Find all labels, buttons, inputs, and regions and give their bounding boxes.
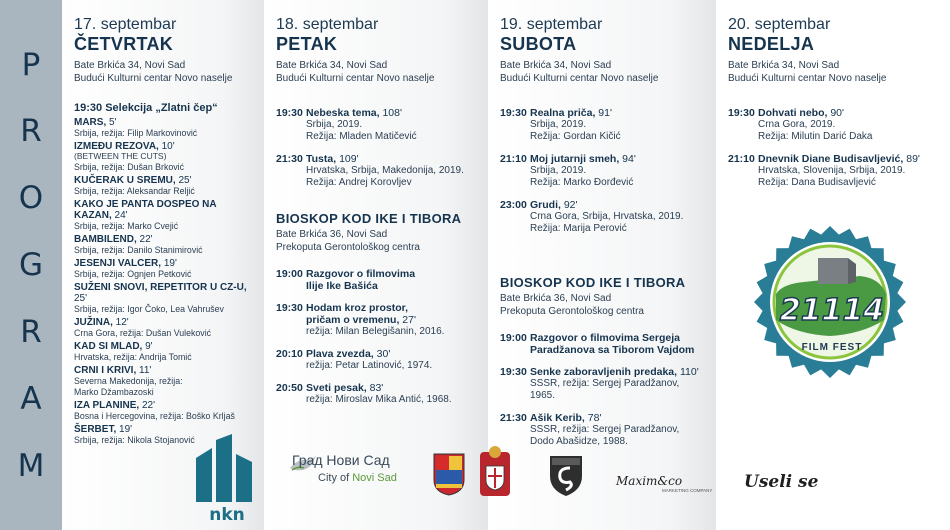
event-length: 27': [399, 314, 416, 326]
event-title: [306, 348, 432, 360]
event-body: [302, 382, 452, 406]
day-column-3: [488, 0, 716, 530]
event-title-text: Dohvati nebo,: [758, 107, 828, 119]
event-title-text: Realna priča,: [530, 107, 596, 119]
film-length: 12': [112, 316, 129, 328]
event-body: [302, 348, 432, 372]
section-title: BIOSKOP KOD IKE I TIBORA: [276, 211, 462, 226]
event-info: Srbija, 2019.: [530, 119, 587, 130]
event-info: Režija: Marija Perović: [530, 223, 627, 234]
film-info: Bosna i Hercegovina, režija: Boško Krljaš: [74, 410, 235, 421]
event-info: Crna Gora, 2019.: [758, 119, 836, 130]
film-length: 25': [74, 292, 88, 304]
event-row: [500, 412, 706, 448]
shield-icon: [546, 452, 586, 498]
program-letter: O: [18, 180, 44, 216]
day-date: 18. septembar: [276, 16, 379, 33]
event-body: [302, 107, 417, 143]
day-name: ČETVRTAK: [74, 34, 174, 54]
film-club-logo: [546, 452, 586, 498]
film-title: [74, 199, 254, 221]
event-time: 20:50: [276, 382, 303, 394]
event-info: režija: Petar Latinović, 1974.: [306, 360, 433, 371]
event-title: [530, 153, 636, 165]
selection-title: 19:30 Selekcija „Zlatni čep“: [74, 102, 218, 114]
event-title: [758, 153, 920, 165]
film-length: 5': [106, 117, 117, 128]
event-length: 108': [379, 107, 402, 119]
film-info: Srbija, režija: Ognjen Petković: [74, 268, 192, 279]
event-info: SSSR, režija: Sergej Paradžanov, 1965.: [530, 378, 680, 401]
film-title: [74, 234, 254, 245]
event-title: [530, 332, 694, 344]
venue-line: Budući Kulturni centar Novo naselje: [728, 73, 887, 84]
event-info: Hrvatska, Srbija, Makedonija, 2019.: [306, 165, 464, 176]
film-title: [74, 400, 254, 411]
event-time: 21:10: [728, 153, 755, 165]
useli-se-text: Useli se: [744, 472, 819, 492]
program-letter: A: [20, 381, 42, 417]
film-title-text: KAKO JE PANTA DOSPEO NA KAZAN,: [74, 198, 217, 221]
event-time: 19:00: [500, 332, 527, 344]
film-title-text: IZA PLANINE,: [74, 399, 140, 411]
event-body: [526, 332, 694, 356]
section-title: BIOSKOP KOD IKE I TIBORA: [500, 275, 686, 290]
event-length: 110': [677, 366, 699, 378]
event-row: [276, 268, 478, 292]
event-info: Režija: Andrej Korovljev: [306, 177, 412, 188]
event-title-text: Dnevnik Diane Budisavljević,: [758, 153, 904, 165]
day-date: 17. septembar: [74, 16, 177, 33]
event-body: [526, 366, 706, 402]
event-info: Režija: Marko Đorđević: [530, 177, 634, 188]
serbia-coat-of-arms: [474, 444, 516, 500]
event-length: 109': [336, 153, 359, 165]
event-length: 30': [373, 348, 391, 360]
program-letter: G: [18, 247, 44, 283]
event-body: [526, 199, 683, 235]
day-name: SUBOTA: [500, 34, 577, 54]
grad-latin-text: [318, 472, 397, 484]
grad-latin-prefix: City of: [318, 472, 353, 484]
event-title-text: Hodam kroz prostor,: [306, 302, 409, 314]
event-title: [530, 199, 683, 211]
event-row: [276, 302, 478, 338]
film-title-text: MARS,: [74, 117, 107, 128]
event-time: 23:00: [500, 199, 527, 211]
venue-block: [728, 59, 940, 85]
film-title-text: IZMEĐU REZOVA,: [74, 141, 159, 152]
film-length: 19': [116, 423, 133, 435]
event-info: režija: Miroslav Mika Antić, 1968.: [306, 394, 452, 405]
event-length: 89': [903, 153, 920, 165]
day-name: NEDELJA: [728, 34, 815, 54]
film-item: [74, 199, 254, 232]
film-item: [74, 234, 254, 256]
venue-line: Bate Brkića 34, Novi Sad: [74, 60, 186, 71]
film-info: Hrvatska, režija: Andrija Tomić: [74, 351, 192, 362]
film-title-text: KUČERAK U SREMU,: [74, 174, 176, 186]
event-info: Režija: Dana Budisavljević: [758, 177, 876, 188]
day-name: PETAK: [276, 34, 338, 54]
film-item: [74, 258, 254, 280]
event-body: [754, 107, 872, 143]
festival-logo: [752, 224, 908, 380]
film-title: [74, 117, 254, 128]
film-length: 24': [111, 209, 128, 221]
film-title: [74, 317, 254, 328]
film-length: 11': [136, 364, 152, 376]
event-length: 94': [619, 153, 636, 165]
event-row: [276, 107, 478, 143]
venue-line: Bate Brkića 34, Novi Sad: [276, 60, 388, 71]
maxim-logo: [616, 474, 713, 498]
event-info: Režija: Gordan Kičić: [530, 131, 621, 142]
event-row: [500, 332, 706, 356]
coat-of-arms-icon: [432, 452, 466, 496]
film-title: [74, 282, 254, 304]
grad-novi-sad-logo: [288, 446, 404, 498]
event-row: [276, 348, 478, 372]
film-title: [74, 341, 254, 352]
event-title-text: Paradžanova sa Tiborom Vajdom: [530, 344, 695, 356]
film-title-text: JESENJI VALCER,: [74, 257, 162, 269]
film-item: [74, 341, 254, 363]
venue-block: [74, 59, 254, 85]
venue-line: Budući Kulturni centar Novo naselje: [500, 73, 659, 84]
event-info: režija: Milan Belegišanin, 2016.: [306, 326, 445, 337]
event-time: 19:30: [728, 107, 755, 119]
useli-se-logo: [744, 472, 824, 498]
event-length: 91': [595, 107, 612, 119]
venue-line: Budući Kulturni centar Novo naselje: [276, 73, 435, 84]
event-title-text: Plava zvezda,: [306, 348, 374, 360]
event-time: 21:30: [276, 153, 303, 165]
eagle-crest-icon: [474, 444, 516, 500]
event-title: [306, 107, 417, 119]
maxim-text: Maxim&co: [616, 474, 683, 488]
venue-line: Bate Brkića 34, Novi Sad: [728, 60, 840, 71]
film-title: [74, 175, 254, 186]
event-body: [302, 302, 444, 338]
event-row: [728, 153, 940, 189]
event-body: [754, 153, 920, 189]
event-info: Srbija, 2019.: [306, 119, 363, 130]
film-title: [74, 365, 254, 376]
event-title: [306, 302, 444, 314]
program-letter: R: [20, 113, 42, 149]
event-row: [500, 199, 706, 235]
film-title-text: CRNI I KRIVI,: [74, 364, 137, 376]
event-info: Hrvatska, Slovenija, Srbija, 2019.: [758, 165, 906, 176]
film-title-text: KAD SI MLAD,: [74, 340, 143, 352]
film-item: [74, 400, 254, 422]
event-info: Režija: Milutin Darić Daka: [758, 131, 873, 142]
film-subtitle: (BETWEEN THE CUTS): [74, 151, 167, 161]
event-time: 19:30: [276, 107, 303, 119]
event-body: [526, 107, 621, 143]
film-item: [74, 141, 254, 173]
event-info: SSSR, režija: Sergej Paradžanov,: [530, 424, 680, 435]
event-info: Srbija, 2019.: [530, 165, 587, 176]
film-item: [74, 365, 254, 398]
event-time: 19:30: [500, 366, 527, 378]
event-title-text: Nebeska tema,: [306, 107, 380, 119]
film-title-text: JUŽINA,: [74, 316, 113, 328]
film-info: Srbija, režija: Aleksandar Reljić: [74, 185, 195, 196]
event-title: [306, 280, 415, 292]
film-length: 19': [161, 257, 177, 269]
event-title: [306, 153, 464, 165]
event-title-text: Ašik Kerib,: [530, 412, 585, 424]
event-title: [306, 314, 444, 326]
event-row: [500, 366, 706, 402]
event-body: [302, 153, 464, 189]
film-title-text: SUŽENI SNOVI, REPETITOR U CZ-U,: [74, 281, 247, 293]
section-venue: [276, 228, 478, 254]
film-info: Srbija, režija: Filip Markovinović: [74, 128, 198, 138]
venue-block: [276, 59, 478, 85]
logo-caption: FILM FEST: [801, 342, 863, 353]
event-time: 19:00: [276, 268, 303, 280]
event-length: 83': [366, 382, 384, 394]
event-title-text: Tusta,: [306, 153, 337, 165]
event-title: [530, 107, 621, 119]
film-info: Srbija, režija: Dušan Brković: [74, 161, 184, 172]
event-title-text: Moj jutarnji smeh,: [530, 153, 620, 165]
event-time: 21:30: [500, 412, 527, 424]
film-info: Srbija, režija: Nikola Stojanović: [74, 434, 195, 445]
event-title: [306, 382, 452, 394]
event-title: [530, 366, 706, 378]
event-title-text: Senke zaboravljenih predaka,: [530, 366, 678, 378]
film-info: Marko Džambazoski: [74, 386, 154, 397]
event-title-text: Razgovor o filmovima Sergeja: [530, 332, 680, 344]
event-time: 21:10: [500, 153, 527, 165]
venue-line: Budući Kulturni centar Novo naselje: [74, 73, 233, 84]
film-info: Srbija, režija: Marko Cvejić: [74, 220, 179, 231]
film-length: 22': [136, 233, 153, 245]
event-title: [758, 107, 872, 119]
logo-number: 21114: [779, 293, 885, 328]
film-info: Srbija, režija: Danilo Stanimirović: [74, 244, 203, 255]
grad-latin-city: Novi Sad: [352, 472, 397, 484]
program-letter: R: [20, 314, 42, 350]
event-title: [530, 412, 679, 424]
event-title: [530, 344, 694, 356]
section-venue: [500, 292, 706, 318]
grad-cyrillic-text: Град Нови Сад: [292, 452, 390, 468]
building-icon: [190, 432, 264, 524]
event-row: [276, 153, 478, 189]
event-title-text: Ilije Ike Bašića: [306, 280, 378, 292]
maxim-subtitle: MARKETING COMPANY: [662, 488, 713, 493]
nkn-logo: [190, 432, 264, 524]
event-body: [302, 268, 415, 292]
event-row: [500, 153, 706, 189]
venue-block: [500, 59, 706, 85]
event-title: [306, 268, 415, 280]
nkn-text: nkn: [209, 505, 245, 524]
film-title: [74, 258, 254, 269]
day-date: 19. septembar: [500, 16, 603, 33]
event-title-text: Razgovor o filmovima: [306, 268, 416, 280]
side-strip: [0, 0, 62, 530]
program-letter: P: [21, 47, 41, 83]
film-info: Severna Makedonija, režija:: [74, 375, 183, 386]
film-length: 10': [158, 141, 175, 152]
venue-line: Bate Brkića 36, Novi Sad: [500, 293, 612, 304]
venue-line: Prekoputa Gerontološkog centra: [500, 306, 644, 317]
bottle-cap-icon: [752, 224, 908, 380]
film-length: 9': [142, 340, 153, 352]
event-row: [728, 107, 940, 143]
film-info: Srbija, režija: Igor Čoko, Lea Vahrušev: [74, 303, 224, 314]
film-title-text: ŠERBET,: [74, 423, 117, 435]
event-time: 19:30: [276, 302, 303, 314]
film-length: 25': [175, 174, 192, 186]
event-length: 78': [584, 412, 602, 424]
event-info: Dodo Abašidze, 1988.: [530, 436, 628, 447]
program-letter: M: [17, 448, 45, 484]
film-item: [74, 317, 254, 339]
venue-line: Bate Brkića 34, Novi Sad: [500, 60, 612, 71]
event-time: 19:30: [500, 107, 527, 119]
event-title-text: Sveti pesak,: [306, 382, 367, 394]
event-time: 20:10: [276, 348, 303, 360]
event-title-text: Grudi,: [530, 199, 561, 211]
vojvodina-coat-of-arms: [432, 452, 466, 496]
film-info: Crna Gora, režija: Dušan Vuleković: [74, 327, 212, 338]
event-row: [500, 107, 706, 143]
event-row: [276, 382, 478, 406]
film-length: 22': [139, 399, 155, 411]
event-title-text: pričam o vremenu,: [306, 314, 400, 326]
event-length: 90': [827, 107, 845, 119]
event-info: Režija: Mladen Matičević: [306, 131, 417, 142]
event-body: [526, 412, 679, 448]
event-info: Crna Gora, Srbija, Hrvatska, 2019.: [530, 211, 684, 222]
film-item: [74, 175, 254, 197]
event-body: [526, 153, 636, 189]
film-item: [74, 282, 254, 315]
film-item: [74, 117, 254, 139]
event-length: 92': [560, 199, 578, 211]
film-title-text: BAMBILEND,: [74, 233, 137, 245]
venue-line: Prekoputa Gerontološkog centra: [276, 242, 420, 253]
venue-line: Bate Brkića 36, Novi Sad: [276, 229, 388, 240]
day-date: 20. septembar: [728, 16, 831, 33]
